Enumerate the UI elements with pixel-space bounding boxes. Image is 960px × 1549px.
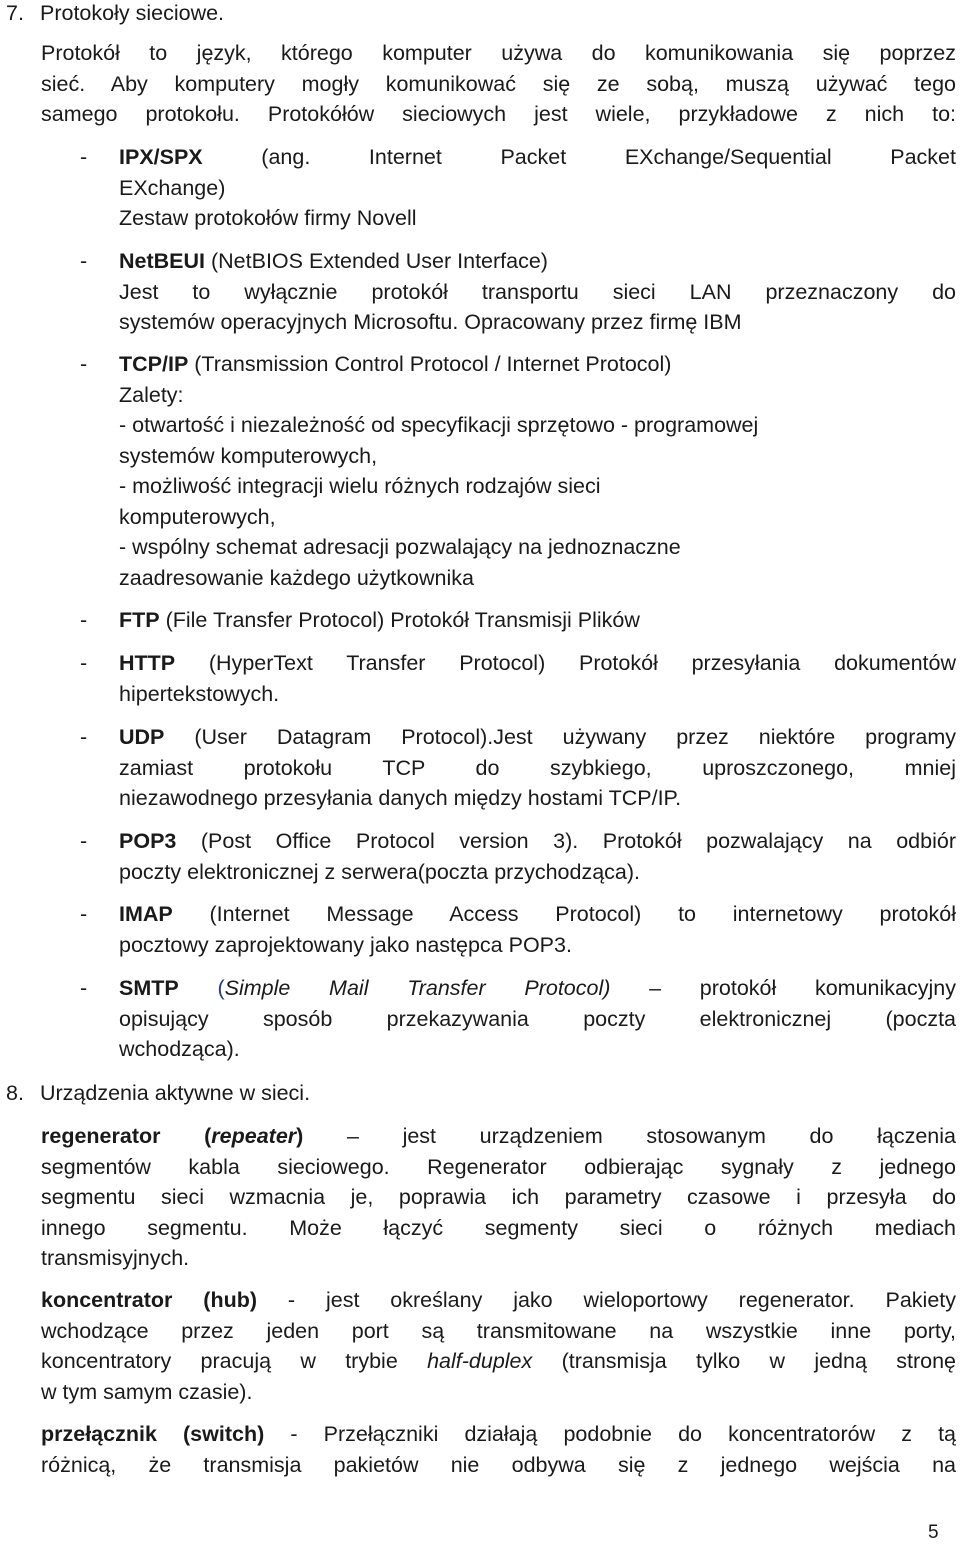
protocol-first-line (119, 246, 956, 277)
protocol-line: - wspólny schemat adresacji pozwalający na jednoznaczne (119, 535, 681, 559)
list-dash: - (80, 651, 88, 675)
paragraph-first-line (41, 1285, 956, 1316)
intro-paragraph (41, 38, 956, 130)
section-8-heading (6, 1078, 310, 1109)
protocol-description: (Transmission Control Protocol / Internet Protocol) (188, 352, 672, 376)
protocol-name: NetBEUI (119, 249, 206, 273)
protocol-line: hipertekstowych. (119, 681, 280, 706)
protocol-line: wchodząca). (119, 1037, 240, 1061)
protocol-line: komputerowych, (119, 504, 276, 529)
term: przełącznik (switch) (41, 1422, 265, 1446)
protocol-first-line (119, 142, 956, 173)
protocol-first-line (119, 973, 956, 1004)
protocol-item-netbeui (119, 246, 956, 338)
protocol-first-line (119, 899, 956, 930)
protocol-name: SMTP (119, 976, 179, 1000)
term-italic: repeater (211, 1124, 297, 1148)
smtp-paren: ( (217, 976, 225, 1000)
protocol-first-line (119, 826, 956, 857)
paragraph-text: koncentratory pracują w trybie (41, 1349, 428, 1373)
section-number: 8. (6, 1081, 24, 1105)
list-dash: - (80, 976, 88, 1000)
protocol-description: (ang. Internet Packet EXchange/Sequential Packet (202, 145, 956, 169)
protocol-name: IPX/SPX (119, 145, 203, 169)
protocol-line: poczty elektronicznej z serwera(poczta przychodząca). (119, 859, 640, 884)
protocol-line: Jest to wyłącznie protokół transportu sieci LAN przeznaczony do (119, 279, 956, 304)
term (41, 1124, 303, 1148)
page-number: 5 (928, 1522, 939, 1543)
term: koncentrator (hub) (41, 1288, 258, 1312)
switch-paragraph (41, 1419, 956, 1480)
protocol-description: (NetBIOS Extended User Interface) (205, 249, 548, 273)
section-number: 7. (6, 1, 24, 25)
protocol-item-http (119, 648, 956, 709)
term-close: ) (296, 1124, 304, 1148)
paragraph-text: – jest urządzeniem stosowanym do łączenia (303, 1124, 956, 1148)
protocol-description: (User Datagram Protocol).Jest używany przez niektóre programy (164, 725, 956, 749)
protocol-line: Zalety: (119, 382, 184, 407)
paragraph-text: - Przełączniki działają podobnie do koncentratorów z tą (264, 1422, 956, 1446)
protocol-item-ftp (119, 605, 956, 636)
protocol-name: FTP (119, 608, 160, 632)
protocol-name: POP3 (119, 829, 177, 853)
hub-paragraph (41, 1285, 956, 1407)
protocol-line: systemów komputerowych, (119, 443, 378, 468)
paragraph-first-line (41, 1419, 956, 1450)
protocol-first-line (119, 349, 956, 380)
smtp-full-name: Simple Mail Transfer Protocol) (224, 976, 611, 1000)
paragraph-text: - jest określany jako wieloportowy regenerator. Pakiety (257, 1288, 957, 1312)
protocol-name: TCP/IP (119, 352, 189, 376)
protocol-first-line (119, 648, 956, 679)
protocol-line: opisujący sposób przekazywania poczty elektronicznej (poczta (119, 1006, 956, 1031)
list-dash: - (80, 725, 88, 749)
intro-line: sieć. Aby komputery mogły komunikować się ze sobą, muszą używać tego (41, 71, 956, 96)
intro-line: Protokół to język, którego komputer używa do komunikowania się poprzez (41, 41, 956, 65)
list-dash: - (80, 145, 88, 169)
paragraph-line: różnicą, że transmisja pakietów nie odbywa się z jednego wejścia na (41, 1452, 956, 1477)
protocol-description: (File Transfer Protocol) Protokół Transmisji Plików (159, 608, 640, 632)
paragraph-line: w tym samym czasie). (41, 1379, 253, 1404)
protocol-name: IMAP (119, 902, 173, 926)
protocol-first-line (119, 722, 956, 753)
protocol-item-udp (119, 722, 956, 814)
section-7-heading (6, 0, 224, 29)
paragraph-line: segmentów kabla sieciowego. Regenerator odbierając sygnały z jednego (41, 1154, 956, 1179)
protocol-line: EXchange) (119, 175, 226, 200)
list-dash: - (80, 352, 88, 376)
protocol-description: (Post Office Protocol version 3). Protokół pozwalający na odbiór (176, 829, 956, 853)
list-dash: - (80, 829, 88, 853)
paragraph-first-line (41, 1121, 956, 1152)
paragraph-line: innego segmentu. Może łączyć segmenty sieci o różnych mediach (41, 1215, 956, 1240)
protocol-line: niezawodnego przesyłania danych między hostami TCP/IP. (119, 786, 682, 810)
protocol-name: UDP (119, 725, 165, 749)
list-dash: - (80, 249, 88, 273)
protocol-line: zamiast protokołu TCP do szybkiego, uproszczonego, mniej (119, 755, 956, 780)
paragraph-line: segmentu sieci wzmacnia je, poprawia ich parametry czasowe i przesyła do (41, 1185, 956, 1209)
protocol-item-tcpip (119, 349, 956, 593)
list-dash: - (80, 608, 88, 632)
protocol-item-smtp (119, 973, 956, 1065)
section-title: Urządzenia aktywne w sieci. (40, 1081, 311, 1105)
paragraph-line: wchodzące przez jeden port są transmitowane na wszystkie inne porty, (41, 1318, 956, 1343)
protocol-line: zaadresowanie każdego użytkownika (119, 565, 474, 590)
regenerator-paragraph (41, 1121, 956, 1274)
protocol-line: systemów operacyjnych Microsoftu. Opracowany przez firmę IBM (119, 310, 742, 334)
protocol-description: – protokół komunikacyjny (610, 976, 956, 1000)
paragraph-italic: half-duplex (427, 1349, 533, 1373)
paragraph-line (41, 1346, 956, 1377)
protocol-name: HTTP (119, 651, 176, 675)
protocol-first-line (119, 605, 956, 636)
paragraph-text: (transmisja tylko w jedną stronę (532, 1349, 956, 1373)
intro-line: samego protokołu. Protokółów sieciowych jest wiele, przykładowe z nich to: (41, 102, 956, 126)
protocol-description: (Internet Message Access Protocol) to internetowy protokół (172, 902, 956, 926)
list-dash: - (80, 902, 88, 926)
protocol-item-ipx (119, 142, 956, 234)
section-title: Protokoły sieciowe. (40, 1, 225, 25)
paragraph-line: transmisyjnych. (41, 1246, 190, 1270)
term-text: regenerator ( (41, 1124, 212, 1148)
protocol-item-pop3 (119, 826, 956, 887)
protocol-line: - otwartość i niezależność od specyfikacji sprzętowo - programowej (119, 413, 759, 437)
protocol-line: pocztowy zaprojektowany jako następca POP3. (119, 932, 572, 957)
protocol-line: - możliwość integracji wielu różnych rodzajów sieci (119, 474, 601, 498)
protocol-description: (HyperText Transfer Protocol) Protokół przesyłania dokumentów (175, 651, 956, 675)
protocol-line: Zestaw protokołów firmy Novell (119, 206, 417, 230)
protocol-item-imap (119, 899, 956, 960)
